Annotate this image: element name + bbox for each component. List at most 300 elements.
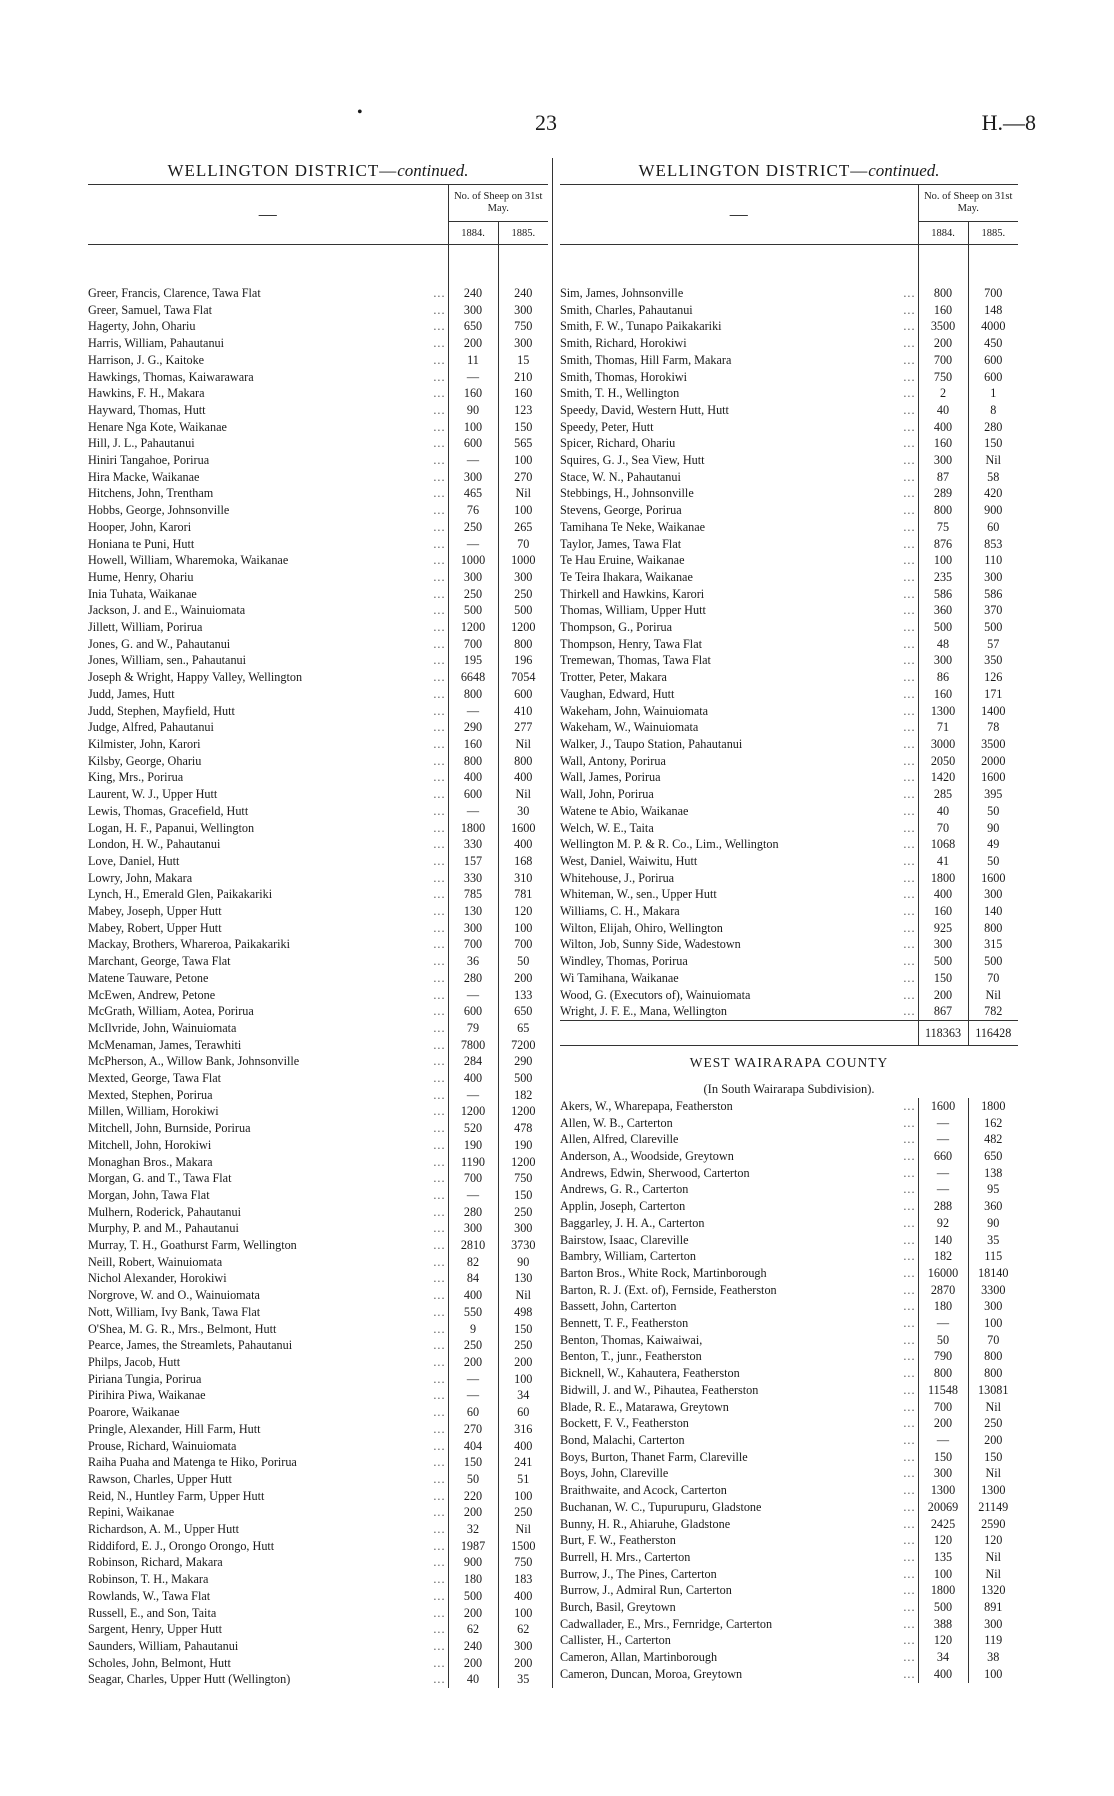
entry-name-text: Speedy, David, Western Hutt, Hutt	[560, 402, 729, 417]
sheep-1885: 49	[968, 836, 1018, 853]
sheep-1885: 350	[968, 652, 1018, 669]
entry-name	[88, 452, 448, 469]
sheep-1885: 200	[498, 1354, 548, 1371]
table-row	[560, 1282, 1018, 1299]
sheep-1885: 1200	[498, 1154, 548, 1171]
table-row	[560, 836, 1018, 853]
entry-name	[88, 1304, 448, 1321]
sheep-1885: 100	[968, 1666, 1018, 1683]
table-row	[88, 703, 548, 720]
sheep-1885: 100	[498, 920, 548, 937]
sheep-1885: 8	[968, 402, 1018, 419]
entry-name	[88, 1321, 448, 1338]
entry-name	[560, 452, 918, 469]
entry-name-text: Greer, Samuel, Tawa Flat	[88, 302, 212, 317]
leader-dots: ...	[903, 1215, 916, 1230]
sheep-1885: 277	[498, 719, 548, 736]
leader-dots: ...	[433, 603, 446, 618]
leader-dots: ...	[433, 1505, 446, 1520]
sheep-1884: 100	[918, 1566, 968, 1583]
sheep-1884: 290	[448, 719, 498, 736]
entry-name-text: Hobbs, George, Johnsonville	[88, 503, 230, 518]
entry-name-text: Smith, Thomas, Horokiwi	[560, 369, 688, 384]
entry-name-text: Murray, T. H., Goathurst Farm, Wellington	[88, 1238, 297, 1253]
sheep-1885: 160	[498, 385, 548, 402]
entry-name	[88, 419, 448, 436]
leader-dots: ...	[433, 569, 446, 584]
sheep-1885: 300	[498, 1638, 548, 1655]
entry-name-text: Robinson, T. H., Makara	[88, 1572, 209, 1587]
entry-name	[88, 1571, 448, 1588]
sheep-1884: —	[448, 536, 498, 553]
entry-name	[88, 769, 448, 786]
entry-name-text: Repini, Waikanae	[88, 1505, 175, 1520]
leader-dots: ...	[433, 519, 446, 534]
table-row	[560, 1432, 1018, 1449]
leader-dots: ...	[433, 787, 446, 802]
sheep-1884: 800	[918, 502, 968, 519]
table-row	[560, 953, 1018, 970]
entry-name-text: Te Hau Eruine, Waikanae	[560, 553, 685, 568]
entry-name-text: Wall, James, Porirua	[560, 770, 661, 785]
sheep-1884: 3500	[918, 318, 968, 335]
sheep-1884: 400	[918, 1666, 968, 1683]
leader-dots: ...	[433, 369, 446, 384]
leader-dots: ...	[433, 1605, 446, 1620]
entry-name-text: Squires, G. J., Sea View, Hutt	[560, 453, 705, 468]
entry-name	[88, 753, 448, 770]
leader-dots: ...	[433, 1121, 446, 1136]
header-year-1885: 1885.	[498, 222, 548, 245]
sheep-1885: 310	[498, 870, 548, 887]
table-row	[560, 736, 1018, 753]
table-row	[560, 1666, 1018, 1683]
sheep-1884: 76	[448, 502, 498, 519]
sheep-1884: —	[448, 1371, 498, 1388]
table-row	[88, 1354, 548, 1371]
leader-dots: ...	[433, 1622, 446, 1637]
entry-name	[88, 1270, 448, 1287]
table-row	[560, 385, 1018, 402]
entry-name	[560, 1616, 918, 1633]
entry-name-text: McPherson, A., Willow Bank, Johnsonville	[88, 1054, 300, 1069]
sheep-1884: 9	[448, 1321, 498, 1338]
table-row	[560, 652, 1018, 669]
sheep-1885: 50	[968, 803, 1018, 820]
entry-name-text: Hooper, John, Karori	[88, 519, 192, 534]
table-row	[88, 1204, 548, 1221]
header-year-1884: 1884.	[448, 222, 498, 245]
entry-name-text: Cadwallader, E., Mrs., Fernridge, Carterton	[560, 1616, 773, 1631]
leader-dots: ...	[433, 352, 446, 367]
entry-name-text: Trotter, Peter, Makara	[560, 670, 667, 685]
sheep-1884: 3000	[918, 736, 968, 753]
entry-name	[88, 586, 448, 603]
leader-dots: ...	[433, 670, 446, 685]
sheep-1884: 36	[448, 953, 498, 970]
sheep-1884: 900	[448, 1554, 498, 1571]
leader-dots: ...	[903, 1650, 916, 1665]
leader-dots: ...	[433, 820, 446, 835]
entry-name	[560, 519, 918, 536]
leader-dots: ...	[433, 837, 446, 852]
sheep-1884: 750	[918, 369, 968, 386]
sheep-1885: 400	[498, 769, 548, 786]
table-row	[560, 536, 1018, 553]
sheep-1884: 800	[918, 1365, 968, 1382]
sheep-1885: 316	[498, 1421, 548, 1438]
sheep-1885: 4000	[968, 318, 1018, 335]
sheep-1885: 34	[498, 1387, 548, 1404]
sheep-1884: 70	[918, 820, 968, 837]
entry-name	[560, 987, 918, 1004]
entry-name	[88, 402, 448, 419]
table-row	[88, 1504, 548, 1521]
table-row	[88, 753, 548, 770]
leader-dots: ...	[433, 1638, 446, 1653]
leader-dots: ...	[903, 519, 916, 534]
leader-dots: ...	[433, 286, 446, 300]
sheep-1885: 750	[498, 1554, 548, 1571]
leader-dots: ...	[433, 870, 446, 885]
entry-name-text: Hawkings, Thomas, Kaiwarawara	[88, 369, 254, 384]
entry-name	[560, 1148, 918, 1165]
sheep-1884: 157	[448, 853, 498, 870]
leader-dots: ...	[903, 686, 916, 701]
table-row	[88, 469, 548, 486]
leader-dots: ...	[903, 853, 916, 868]
sheep-1885: 210	[498, 369, 548, 386]
sheep-1884: 285	[918, 786, 968, 803]
entry-name-text: Bambry, William, Carterton	[560, 1249, 696, 1264]
entry-name-text: Vaughan, Edward, Hutt	[560, 686, 675, 701]
sheep-1885: 800	[498, 753, 548, 770]
sheep-1884: 700	[918, 1399, 968, 1416]
table-row	[88, 836, 548, 853]
table-row	[560, 870, 1018, 887]
leader-dots: ...	[903, 1332, 916, 1347]
entry-name-text: Whitehouse, J., Porirua	[560, 870, 675, 885]
entry-name-text: Akers, W., Wharepapa, Featherston	[560, 1098, 733, 1113]
entry-name	[560, 602, 918, 619]
total-1884: 118363	[918, 1020, 968, 1045]
table-row	[88, 870, 548, 887]
leader-dots: ...	[903, 1466, 916, 1481]
sheep-1884: 400	[448, 769, 498, 786]
entry-name	[88, 1120, 448, 1137]
header-dash: —	[88, 185, 448, 245]
entry-name-text: Cameron, Allan, Martinborough	[560, 1650, 718, 1665]
entry-name	[88, 1003, 448, 1020]
sheep-1885: 360	[968, 1198, 1018, 1215]
entry-name	[560, 1399, 918, 1416]
sheep-1885: 78	[968, 719, 1018, 736]
header-sheep-label: No. of Sheep on 31st May.	[448, 185, 548, 222]
sheep-1884: 62	[448, 1621, 498, 1638]
entry-name	[560, 1332, 918, 1349]
table-row	[88, 803, 548, 820]
table-row	[560, 636, 1018, 653]
entry-name	[560, 803, 918, 820]
sheep-1885: 1200	[498, 1103, 548, 1120]
sheep-1884: 200	[918, 335, 968, 352]
entry-name	[88, 1588, 448, 1605]
sheep-1885: 35	[968, 1232, 1018, 1249]
sheep-1884: 500	[918, 1599, 968, 1616]
leader-dots: ...	[433, 1405, 446, 1420]
table-row	[88, 936, 548, 953]
sheep-1884: 785	[448, 886, 498, 903]
leader-dots: ...	[903, 469, 916, 484]
table-row	[88, 385, 548, 402]
sheep-1884: 160	[448, 385, 498, 402]
entry-name-text: Pirihira Piwa, Waikanae	[88, 1388, 206, 1403]
entry-name	[88, 552, 448, 569]
entry-name	[560, 669, 918, 686]
entry-name-text: Smith, F. W., Tunapo Paikakariki	[560, 319, 722, 334]
entry-name	[88, 1204, 448, 1221]
entry-name-text: Henare Nga Kote, Waikanae	[88, 419, 227, 434]
table-row	[560, 1315, 1018, 1332]
leader-dots: ...	[903, 870, 916, 885]
sheep-1884: 200	[448, 1354, 498, 1371]
entry-name-text: Mitchell, John, Burnside, Porirua	[88, 1121, 251, 1136]
left-column	[88, 158, 548, 1688]
sheep-1884: 182	[918, 1248, 968, 1265]
table-row	[560, 519, 1018, 536]
table-row	[88, 285, 548, 302]
leader-dots: ...	[433, 536, 446, 551]
sheep-1884: 300	[918, 1465, 968, 1482]
sheep-1884: 550	[448, 1304, 498, 1321]
leader-dots: ...	[903, 352, 916, 367]
sheep-1885: Nil	[498, 736, 548, 753]
leader-dots: ...	[433, 636, 446, 651]
sheep-1885: 300	[968, 569, 1018, 586]
sheep-1885: 3300	[968, 1282, 1018, 1299]
table-row	[560, 903, 1018, 920]
entry-name	[88, 1488, 448, 1505]
entry-name	[560, 1632, 918, 1649]
sheep-1884: 288	[918, 1198, 968, 1215]
sheep-1885: 265	[498, 519, 548, 536]
sheep-1885: 1600	[968, 769, 1018, 786]
table-row	[560, 619, 1018, 636]
sheep-1885: 1600	[968, 870, 1018, 887]
sheep-1885: 1600	[498, 820, 548, 837]
leader-dots: ...	[433, 486, 446, 501]
table-row	[88, 402, 548, 419]
leader-dots: ...	[903, 887, 916, 902]
sheep-1884: 500	[918, 953, 968, 970]
sheep-1885: 183	[498, 1571, 548, 1588]
entry-name	[560, 435, 918, 452]
leader-dots: ...	[903, 1499, 916, 1514]
header-year-1885: 1885.	[968, 222, 1018, 245]
sheep-1885: 500	[968, 953, 1018, 970]
leader-dots: ...	[433, 937, 446, 952]
table-row	[88, 1020, 548, 1037]
county-title: WEST WAIRARAPA COUNTY	[689, 1054, 889, 1070]
leader-dots: ...	[433, 1288, 446, 1303]
table-row	[88, 1321, 548, 1338]
sheep-1884: 300	[448, 1220, 498, 1237]
entry-name	[88, 285, 448, 302]
entry-name-text: O'Shea, M. G. R., Mrs., Belmont, Hutt	[88, 1321, 277, 1336]
sheep-1884: 7800	[448, 1037, 498, 1054]
sheep-1884: 100	[448, 419, 498, 436]
table-row	[88, 1087, 548, 1104]
sheep-1884: 586	[918, 586, 968, 603]
leader-dots: ...	[433, 770, 446, 785]
entry-name-text: Wilton, Elijah, Ohiro, Wellington	[560, 920, 723, 935]
leader-dots: ...	[903, 436, 916, 451]
table-row	[560, 435, 1018, 452]
entry-name	[560, 1449, 918, 1466]
sheep-1884: 800	[448, 686, 498, 703]
entry-name-text: Thomas, William, Upper Hutt	[560, 603, 706, 618]
sheep-1885: 138	[968, 1165, 1018, 1182]
sheep-1885: 200	[498, 1655, 548, 1672]
leader-dots: ...	[903, 569, 916, 584]
table-row	[88, 519, 548, 536]
entry-name	[88, 870, 448, 887]
entry-name	[560, 369, 918, 386]
entry-name-text: Burt, F. W., Featherston	[560, 1533, 676, 1548]
sheep-1885: Nil	[968, 1465, 1018, 1482]
column-divider	[552, 158, 553, 1688]
entry-name-text: Lewis, Thomas, Gracefield, Hutt	[88, 803, 249, 818]
table-row	[560, 1148, 1018, 1165]
sheep-1884: 41	[918, 853, 968, 870]
table-row	[560, 452, 1018, 469]
sheep-1885: Nil	[498, 786, 548, 803]
leader-dots: ...	[903, 486, 916, 501]
leader-dots: ...	[903, 1433, 916, 1447]
leader-dots: ...	[903, 670, 916, 685]
sheep-1885: 600	[498, 686, 548, 703]
sheep-1885: Nil	[968, 987, 1018, 1004]
sheep-1885: 600	[968, 369, 1018, 386]
sheep-1884: 700	[448, 936, 498, 953]
sheep-1884: 200	[918, 987, 968, 1004]
sheep-1885: 130	[498, 1270, 548, 1287]
table-row	[560, 335, 1018, 352]
sheep-1884: 160	[918, 686, 968, 703]
entry-name	[560, 1532, 918, 1549]
table-row	[560, 318, 1018, 335]
table-row	[88, 435, 548, 452]
sheep-1884: 700	[448, 636, 498, 653]
sheep-1885: 126	[968, 669, 1018, 686]
sheep-1884: 11	[448, 352, 498, 369]
leader-dots: ...	[903, 586, 916, 601]
leader-dots: ...	[433, 1338, 446, 1353]
leader-dots: ...	[433, 1037, 446, 1052]
sheep-1885: 400	[498, 836, 548, 853]
entry-name-text: Bairstow, Isaac, Clareville	[560, 1232, 689, 1247]
table-row	[560, 669, 1018, 686]
table-row	[88, 820, 548, 837]
entry-name	[88, 1638, 448, 1655]
table-row	[560, 1549, 1018, 1566]
entry-name	[88, 669, 448, 686]
table-row	[560, 1332, 1018, 1349]
entry-name	[560, 1003, 918, 1020]
entry-name	[560, 970, 918, 987]
sheep-1884: 84	[448, 1270, 498, 1287]
leader-dots: ...	[433, 1304, 446, 1319]
leader-dots: ...	[903, 553, 916, 568]
sheep-1884: 150	[448, 1454, 498, 1471]
sheep-1884: 1987	[448, 1538, 498, 1555]
sheep-1885: 500	[498, 1070, 548, 1087]
sheep-1885: 50	[498, 953, 548, 970]
sheep-1885: 58	[968, 469, 1018, 486]
district-heading-right: WELLINGTON DISTRICT—continued.	[638, 161, 940, 180]
leader-dots: ...	[433, 1221, 446, 1236]
entry-name-text: Whiteman, W., sen., Upper Hutt	[560, 887, 717, 902]
sheep-1884: 867	[918, 1003, 968, 1020]
entry-name-text: Burrell, H. Mrs., Carterton	[560, 1549, 691, 1564]
table-row	[560, 719, 1018, 736]
entry-name-text: Love, Daniel, Hutt	[88, 853, 180, 868]
sheep-1884: 700	[918, 352, 968, 369]
table-row	[560, 1382, 1018, 1399]
sheep-1884: 284	[448, 1053, 498, 1070]
entry-name-text: Nichol Alexander, Horokiwi	[88, 1271, 227, 1286]
table-row	[88, 1187, 548, 1204]
sheep-1884: 40	[448, 1671, 498, 1688]
table-row	[88, 369, 548, 386]
leader-dots: ...	[903, 1282, 916, 1297]
leader-dots: ...	[433, 954, 446, 969]
entry-name-text: Hawkins, F. H., Makara	[88, 386, 205, 401]
table-row	[560, 1449, 1018, 1466]
sheep-1885: 900	[968, 502, 1018, 519]
table-row	[560, 1399, 1018, 1416]
entry-name	[560, 385, 918, 402]
leader-dots: ...	[903, 1382, 916, 1397]
sheep-1885: 700	[968, 285, 1018, 302]
sheep-1885: 400	[498, 1438, 548, 1455]
entry-name-text: Scholes, John, Belmont, Hutt	[88, 1655, 231, 1670]
entry-name	[88, 1070, 448, 1087]
entry-name-text: Benton, Thomas, Kaiwaiwai,	[560, 1332, 703, 1347]
sheep-1884: 48	[918, 636, 968, 653]
sheep-1885: 150	[498, 1321, 548, 1338]
entry-name	[88, 936, 448, 953]
sheep-1885: 800	[968, 1365, 1018, 1382]
sheep-1885: 140	[968, 903, 1018, 920]
sheep-1884: 40	[918, 803, 968, 820]
table-row	[88, 1638, 548, 1655]
entry-name-text: Welch, W. E., Taita	[560, 820, 654, 835]
entry-name	[88, 1187, 448, 1204]
sheep-1884: —	[448, 452, 498, 469]
table-row	[88, 853, 548, 870]
sheep-1884: 190	[448, 1137, 498, 1154]
leader-dots: ...	[433, 469, 446, 484]
leader-dots: ...	[903, 419, 916, 434]
entry-name	[560, 1566, 918, 1583]
leader-dots: ...	[433, 887, 446, 902]
table-row	[88, 1671, 548, 1688]
sheep-1885: 240	[498, 285, 548, 302]
entry-name	[88, 736, 448, 753]
sheep-1884: 800	[448, 753, 498, 770]
leader-dots: ...	[433, 703, 446, 718]
